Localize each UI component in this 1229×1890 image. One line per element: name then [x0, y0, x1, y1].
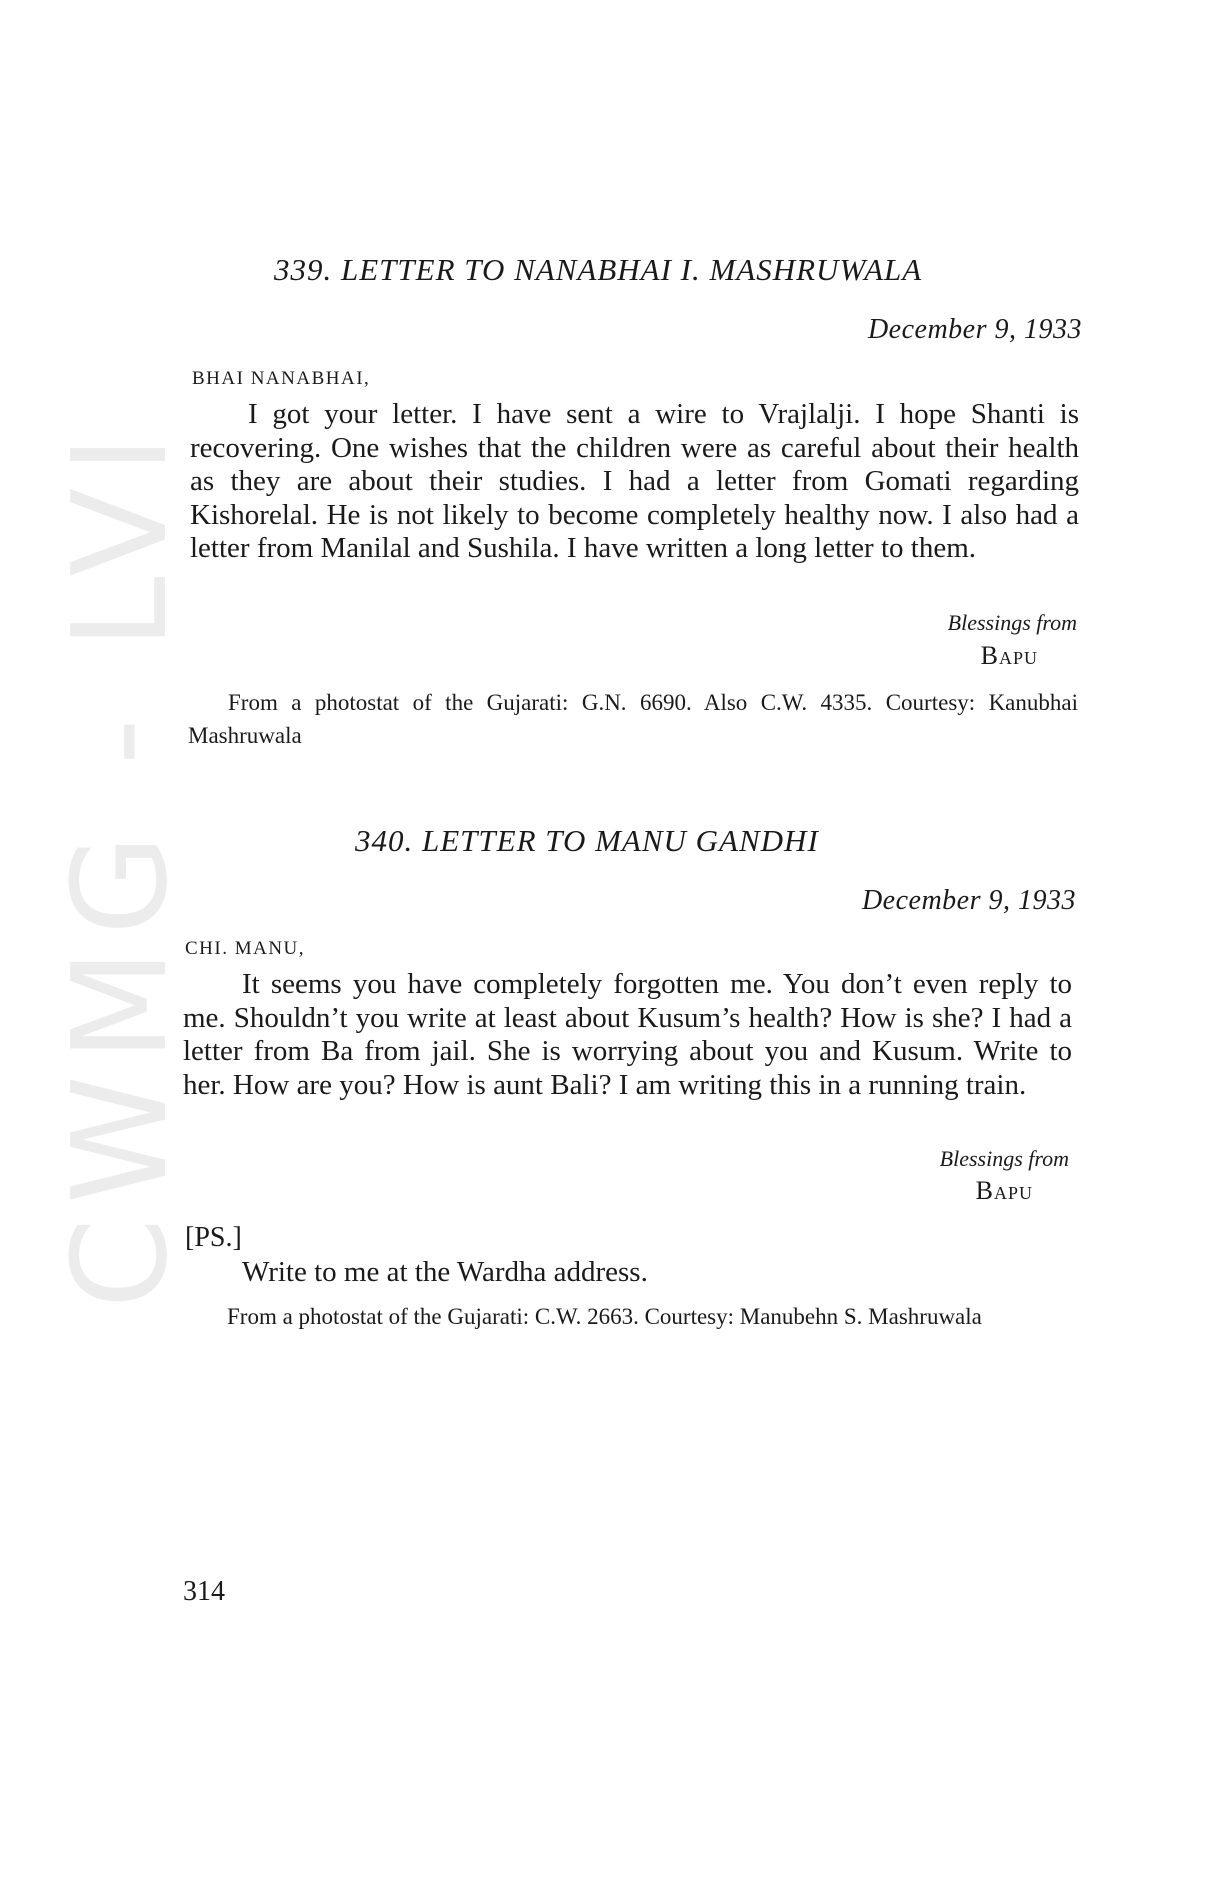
letter-339-body: I got your letter. I have sent a wire to Vrajlalji. I hope Shanti is recovering. One wishes that the children were as careful about their health as they are about their studies. I had a letter from Gomati regarding Kishorelal. He is not likely to become completely healthy now. I also had a letter from Manilal and Sushila. I have written a long letter to them.: [190, 398, 1079, 565]
letter-339-signature: Bapu: [980, 641, 1038, 670]
letter-340-ps-text: Write to me at the Wardha address.: [242, 1256, 648, 1288]
letter-340-ps-label: [PS.]: [185, 1222, 242, 1253]
letter-340-blessings: Blessings from: [939, 1146, 1069, 1171]
letter-339-blessings: Blessings from: [947, 610, 1077, 635]
letter-339-heading: 339. LETTER TO NANABHAI I. MASHRUWALA: [274, 252, 923, 287]
letter-339-salutation: BHAI NANABHAI,: [192, 368, 371, 389]
cwmg-watermark: CWMG - LVI: [44, 421, 196, 1309]
letter-339-source-note: From a photostat of the Gujarati: G.N. 6690. Also C.W. 4335. Courtesy: Kanubhai Mashruwala: [188, 690, 1078, 748]
letter-340-body: It seems you have completely forgotten me. You don’t even reply to me. Shouldn’t you write at least about Kusum’s health? How is she? I had a letter from Ba from jail. She is worrying about you and Kusum. Write to her. How are you? How is aunt Bali? I am writing this in a running train.: [183, 968, 1072, 1101]
page-number: 314: [183, 1576, 225, 1607]
letter-340-heading: 340. LETTER TO MANU GANDHI: [355, 823, 819, 858]
letter-340-signature: Bapu: [975, 1176, 1033, 1205]
letter-340-date: December 9, 1933: [861, 885, 1076, 916]
letter-340-salutation: CHI. MANU,: [185, 938, 306, 959]
letter-340-source-note: From a photostat of the Gujarati: C.W. 2663. Courtesy: Manubehn S. Mashruwala: [227, 1304, 982, 1329]
letter-339-date: December 9, 1933: [867, 314, 1082, 345]
